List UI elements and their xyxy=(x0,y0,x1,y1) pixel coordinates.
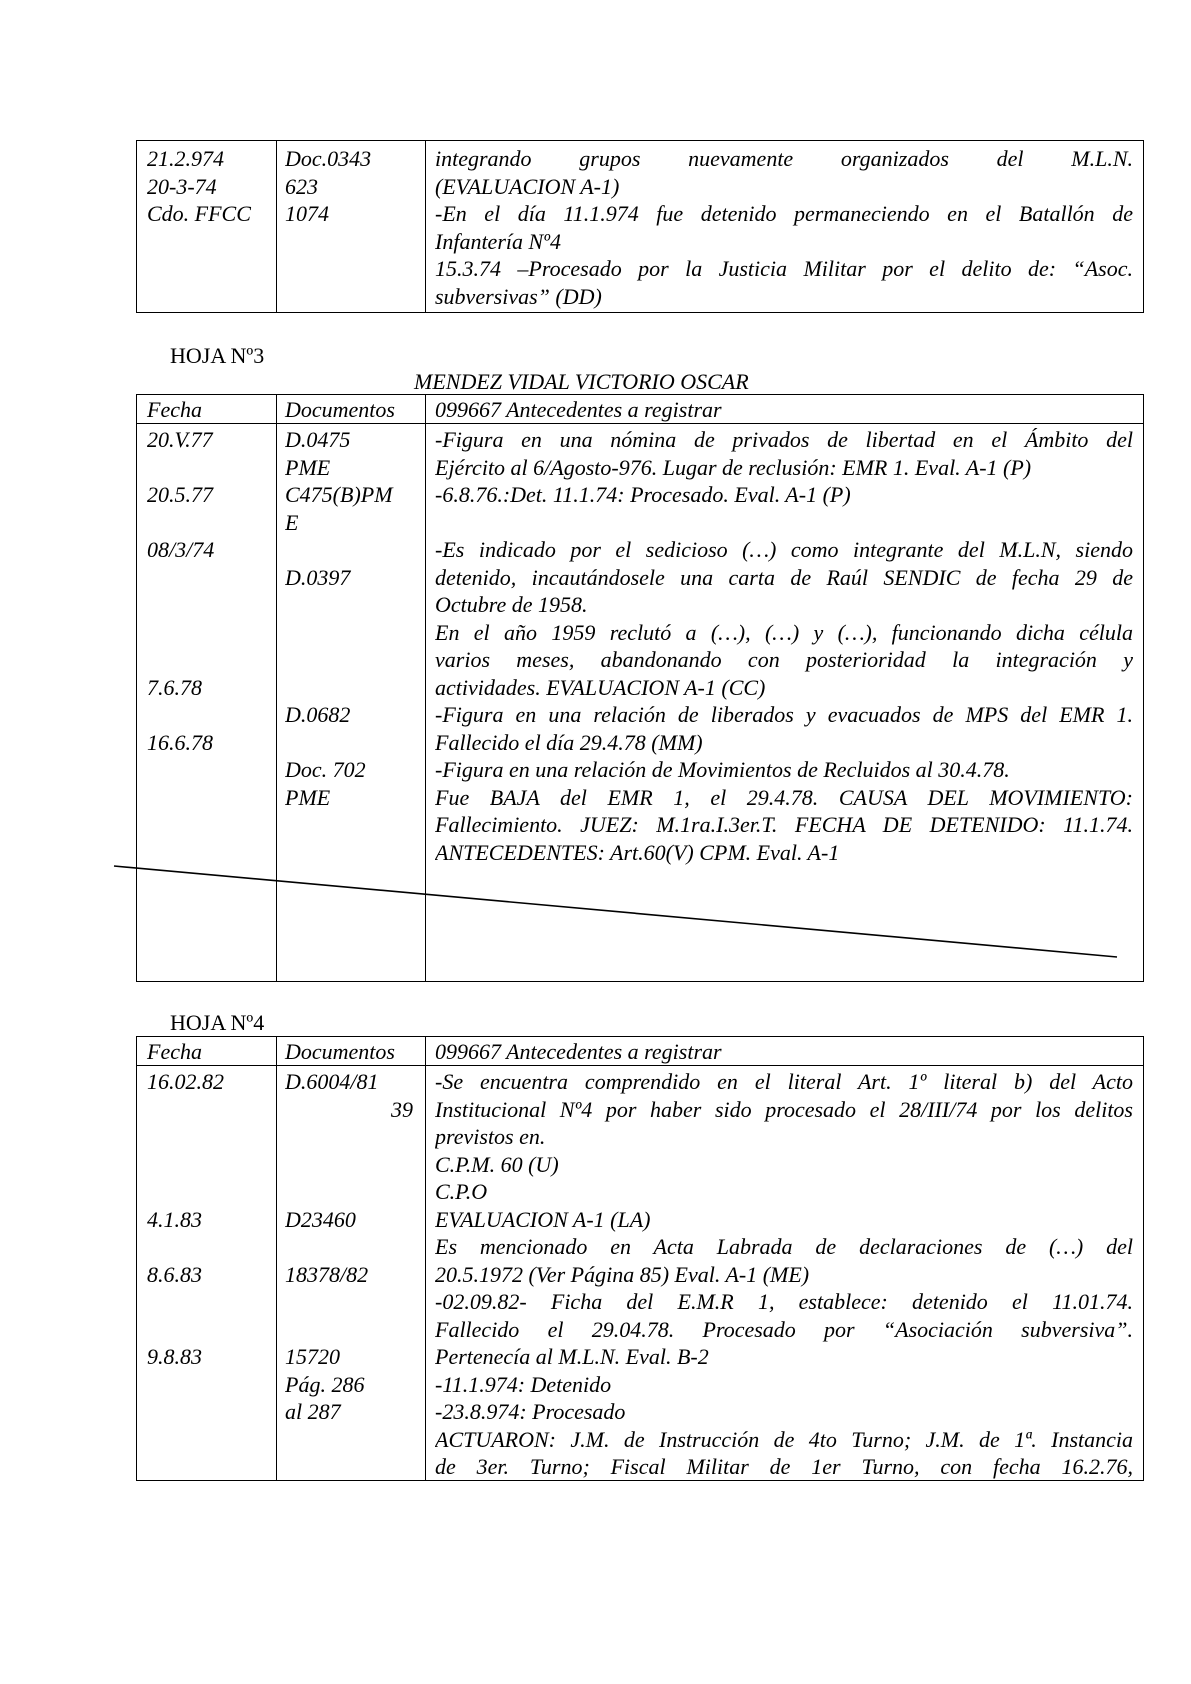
document-entry: D.0682 xyxy=(285,702,351,727)
document-entry: E xyxy=(285,509,299,535)
record-line: C.P.O xyxy=(435,1179,488,1204)
header-documentos: Documentos xyxy=(285,1039,395,1064)
date-entry: 21.2.974 xyxy=(147,146,224,171)
record-line: detenido, incautándosele una carta de Raúl SENDIC de fecha 29 de xyxy=(435,564,1133,590)
document-entry: PME xyxy=(285,454,331,480)
date-entry xyxy=(147,1123,272,1151)
header-divider xyxy=(137,1065,1143,1066)
record-line: C.P.M. 60 (U) xyxy=(435,1151,559,1177)
document-entry: C475(B)PM xyxy=(285,482,393,507)
document-entry xyxy=(285,1233,413,1261)
record-line: -Es indicado por el sedicioso (…) como integrante del M.L.N, siendo xyxy=(435,537,1133,562)
header-fecha: Fecha xyxy=(147,397,202,422)
record-line: ANTECEDENTES: Art.60(V) CPM. Eval. A-1 xyxy=(435,839,840,865)
header-fecha: Fecha xyxy=(147,1039,202,1064)
date-entry: 20.5.77 xyxy=(147,482,213,507)
header-antecedentes: 099667 Antecedentes a registrar xyxy=(435,1039,722,1064)
header-documentos: Documentos xyxy=(285,397,395,422)
record-line: -23.8.974: Procesado xyxy=(435,1399,626,1424)
header-antecedentes: 099667 Antecedentes a registrar xyxy=(435,397,722,422)
date-entry xyxy=(147,1288,272,1316)
record-line: Fallecimiento. JUEZ: M.1ra.I.3er.T. FECHA DE DETENIDO: 11.1.74. xyxy=(435,812,1133,837)
date-entry: 08/3/74 xyxy=(147,537,215,562)
record-line: -02.09.82- Ficha del E.M.R 1, establece: detenido el 11.01.74. xyxy=(435,1289,1133,1314)
record-line: (EVALUACION A-1) xyxy=(435,173,620,199)
date-entry: 16.6.78 xyxy=(147,729,213,755)
document-entry xyxy=(285,1123,413,1151)
sheet-heading: HOJA Nº3 xyxy=(170,343,265,368)
document-entry: 15720 xyxy=(285,1344,340,1369)
record-line: integrando grupos nuevamente organizados del M.L.N. xyxy=(435,146,1133,171)
record-line: En el año 1959 reclutó a (…), (…) y (…), funcionando dicha célula xyxy=(435,619,1133,645)
person-name: MENDEZ VIDAL VICTORIO OSCAR xyxy=(414,369,749,394)
column-divider xyxy=(425,1037,426,1480)
documents-column xyxy=(285,1068,413,1426)
records-column xyxy=(435,1068,1133,1481)
document-entry xyxy=(285,1151,413,1179)
record-line: actividades. EVALUACION A-1 (CC) xyxy=(435,674,766,700)
record-line: -11.1.974: Detenido xyxy=(435,1371,612,1397)
record-line: Octubre de 1958. xyxy=(435,592,588,617)
date-entry: 8.6.83 xyxy=(147,1261,202,1287)
date-entry: Cdo. FFCC xyxy=(147,201,251,226)
record-line: -Figura en una relación de liberados y evacuados de MPS del EMR 1. xyxy=(435,702,1133,727)
date-entry: 20-3-74 xyxy=(147,173,217,199)
document-entry: D23460 xyxy=(285,1206,356,1232)
date-entry xyxy=(147,1233,272,1261)
record-line: Fallecido el día 29.4.78 (MM) xyxy=(435,729,703,755)
record-line: Ejército al 6/Agosto-976. Lugar de reclusión: EMR 1. Eval. A-1 (P) xyxy=(435,454,1032,480)
document-entry xyxy=(285,1316,413,1344)
record-line: Pertenecía al M.L.N. Eval. B-2 xyxy=(435,1344,709,1369)
document-entry: D.0397 xyxy=(285,564,351,590)
document-entry: PME xyxy=(285,784,331,810)
record-line: -6.8.76.:Det. 11.1.74: Procesado. Eval. A-1 (P) xyxy=(435,482,851,507)
record-line: Institucional Nº4 por haber sido procesado el 28/III/74 por los delitos xyxy=(435,1096,1133,1122)
record-line: -En el día 11.1.974 fue detenido permaneciendo en el Batallón de xyxy=(435,201,1133,226)
date-entry: 4.1.83 xyxy=(147,1206,202,1232)
date-entry xyxy=(147,1316,272,1344)
document-entry: 623 xyxy=(285,173,318,199)
hoja4-table xyxy=(136,1036,1144,1481)
document-entry: Doc.0343 xyxy=(285,146,372,171)
record-line: varios meses, abandonando con posterioridad la integración y xyxy=(435,647,1133,672)
date-entry: 20.V.77 xyxy=(147,427,213,452)
document-entry: al 287 xyxy=(285,1399,341,1424)
sheet-heading: HOJA Nº4 xyxy=(170,1010,265,1035)
document-entry xyxy=(285,1178,413,1206)
record-line: 15.3.74 –Procesado por la Justicia Militar por el delito de: “Asoc. xyxy=(435,256,1133,281)
document-entry: 18378/82 xyxy=(285,1261,369,1287)
record-line: 20.5.1972 (Ver Página 85) Eval. A-1 (ME) xyxy=(435,1261,810,1287)
record-line: Fallecido el 29.04.78. Procesado por “Asociación subversiva”. xyxy=(435,1316,1133,1342)
date-entry xyxy=(147,1178,272,1206)
document-entry: Pág. 286 xyxy=(285,1371,365,1397)
date-entry: 7.6.78 xyxy=(147,674,202,700)
document-entry: D.0475 xyxy=(285,427,351,452)
record-line: -Se encuentra comprendido en el literal Art. 1º literal b) del Acto xyxy=(435,1069,1133,1094)
record-line: de 3er. Turno; Fiscal Militar de 1er Turno, con fecha 16.2.76, xyxy=(435,1454,1133,1479)
record-line: -Figura en una relación de Movimientos de Recluidos al 30.4.78. xyxy=(435,757,1010,782)
record-line: subversivas” (DD) xyxy=(435,283,602,309)
document-entry: 39 xyxy=(391,1096,413,1122)
column-divider xyxy=(276,1037,277,1480)
date-entry xyxy=(147,1096,272,1124)
date-entry: 9.8.83 xyxy=(147,1344,202,1369)
date-column xyxy=(147,1068,272,1371)
record-line: EVALUACION A-1 (LA) xyxy=(435,1206,651,1232)
record-line: Infantería Nº4 xyxy=(435,228,561,254)
record-line: Es mencionado en Acta Labrada de declaraciones de (…) del xyxy=(435,1234,1133,1259)
document-entry: D.6004/81 xyxy=(285,1069,379,1094)
document-entry xyxy=(285,1288,413,1316)
record-line: -Figura en una nómina de privados de libertad en el Ámbito del xyxy=(435,427,1133,452)
record-line: ACTUARON: J.M. de Instrucción de 4to Turno; J.M. de 1ª. Instancia xyxy=(435,1426,1133,1452)
record-line: Fue BAJA del EMR 1, el 29.4.78. CAUSA DEL MOVIMIENTO: xyxy=(435,784,1133,810)
date-entry: 16.02.82 xyxy=(147,1069,224,1094)
date-entry xyxy=(147,1151,272,1179)
document-entry: 1074 xyxy=(285,201,329,226)
record-line: previstos en. xyxy=(435,1124,546,1149)
document-entry: Doc. 702 xyxy=(285,757,366,782)
